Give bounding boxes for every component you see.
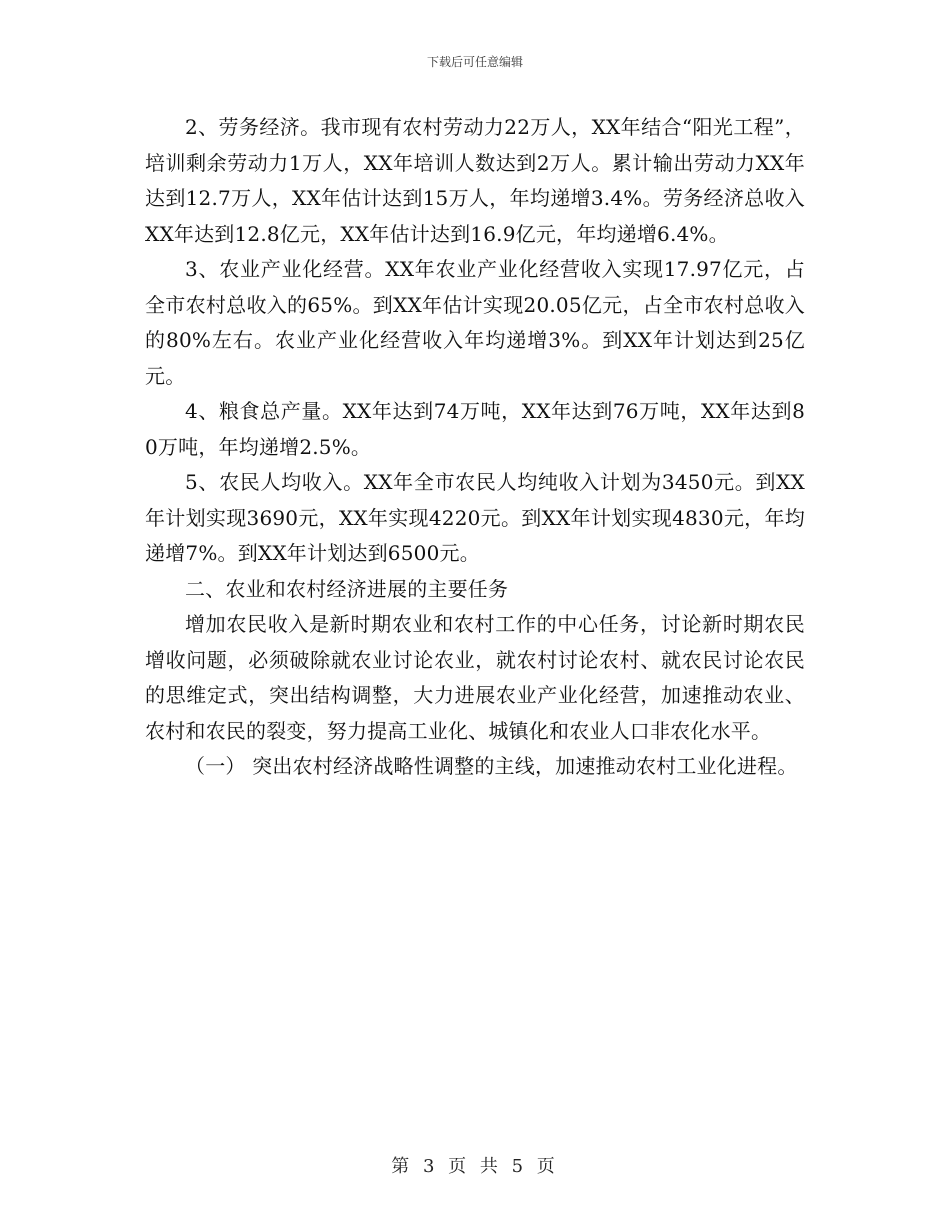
paragraph-industrialization: 3、农业产业化经营。XX年农业产业化经营收入实现17.97亿元，占全市农村总收入的65%。到XX年估计实现20.05亿元，占全市农村总收入的80%左右。农业产业化经营收入年均递增3%。到XX年计划达到25亿元。 bbox=[145, 257, 805, 388]
paragraph-grain-output: 4、粮食总产量。XX年达到74万吨，XX年达到76万吨，XX年达到80万吨，年均递增2.5%。 bbox=[145, 399, 805, 459]
paragraph-main-tasks: 增加农民收入是新时期农业和农村工作的中心任务，讨论新时期农民增收问题，必须破除就农业讨论农业，就农村讨论农村、就农民讨论农民的思维定式，突出结构调整，大力进展农业产业化经营，加速推动农业、农村和农民的裂变，努力提高工业化、城镇化和农业人口非农化水平。 bbox=[145, 612, 805, 743]
document-body bbox=[145, 110, 805, 785]
section-heading-main-tasks: 二、农业和农村经济进展的主要任务 bbox=[185, 576, 509, 601]
paragraph-farmer-income: 5、农民人均收入。XX年全市农民人均纯收入计划为3450元。到XX年计划实现3690元，XX年实现4220元。到XX年计划实现4830元，年均递增7%。到XX年计划达到6500元。 bbox=[145, 470, 805, 565]
paragraph-labor-economy: 2、劳务经济。我市现有农村劳动力22万人，XX年结合“阳光工程”，培训剩余劳动力1万人，XX年培训人数达到2万人。累计输出劳动力XX年达到12.7万人，XX年估计达到15万人，年均递增3.4%。劳务经济总收入XX年达到12.8亿元，XX年估计达到16.9亿元，年均递增6.4%。 bbox=[145, 115, 805, 246]
page-footer: 第 3 页 共 5 页 bbox=[391, 1156, 559, 1177]
subsection-heading-1: （一） 突出农村经济战略性调整的主线，加速推动农村工业化进程。 bbox=[185, 754, 798, 778]
page-header: 下载后可任意编辑 bbox=[426, 55, 523, 69]
